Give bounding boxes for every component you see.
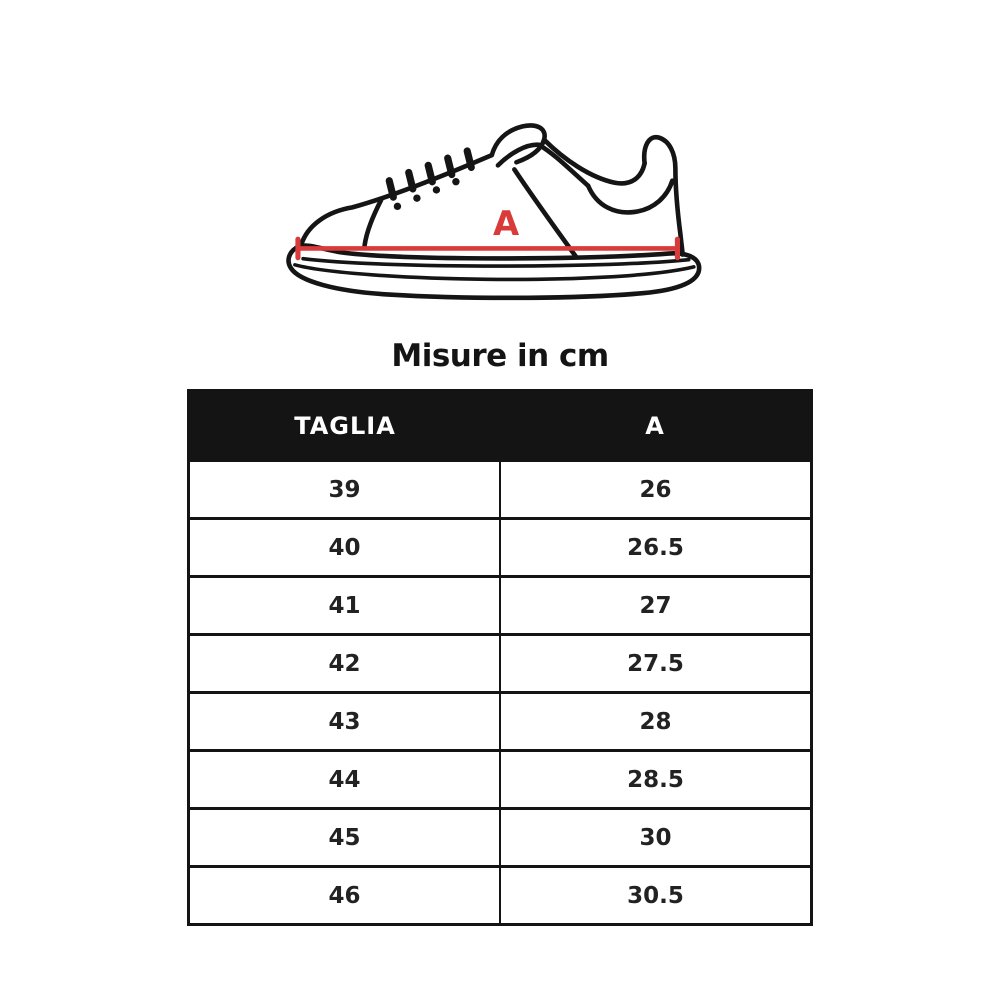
- table-row: [189, 751, 812, 809]
- header-a: A: [500, 391, 812, 461]
- size-cell: 43: [189, 693, 501, 751]
- size-cell: 45: [189, 809, 501, 867]
- length-cell: 27.5: [500, 635, 812, 693]
- size-cell: 39: [189, 461, 501, 519]
- length-cell: 30.5: [500, 867, 812, 925]
- size-cell: 40: [189, 519, 501, 577]
- header-taglia: TAGLIA: [189, 391, 501, 461]
- sneaker-illustration: [284, 112, 716, 312]
- size-table: [187, 389, 813, 926]
- header-row: [189, 391, 812, 461]
- toe-and-lace-edge: [301, 155, 492, 245]
- illustration-area: [0, 0, 1000, 312]
- quarter-panel-seam: [514, 169, 576, 256]
- page-title: Misure in cm: [391, 338, 609, 374]
- size-cell: 42: [189, 635, 501, 693]
- table-row: [189, 461, 812, 519]
- heel-overlay: [588, 181, 672, 213]
- table-row: [189, 577, 812, 635]
- length-cell: 26: [500, 461, 812, 519]
- size-cell: 44: [189, 751, 501, 809]
- toe-cap-seam: [365, 200, 381, 245]
- length-cell: 28.5: [500, 751, 812, 809]
- table-row: [189, 635, 812, 693]
- size-cell: 46: [189, 867, 501, 925]
- length-cell: 27: [500, 577, 812, 635]
- size-cell: 41: [189, 577, 501, 635]
- length-cell: 30: [500, 809, 812, 867]
- size-table-header: [189, 391, 812, 461]
- table-row: [189, 519, 812, 577]
- table-row: [189, 809, 812, 867]
- measurement-label: A: [493, 204, 520, 244]
- length-cell: 28: [500, 693, 812, 751]
- size-table-body: [189, 461, 812, 925]
- length-cell: 26.5: [500, 519, 812, 577]
- table-row: [189, 693, 812, 751]
- table-row: [189, 867, 812, 925]
